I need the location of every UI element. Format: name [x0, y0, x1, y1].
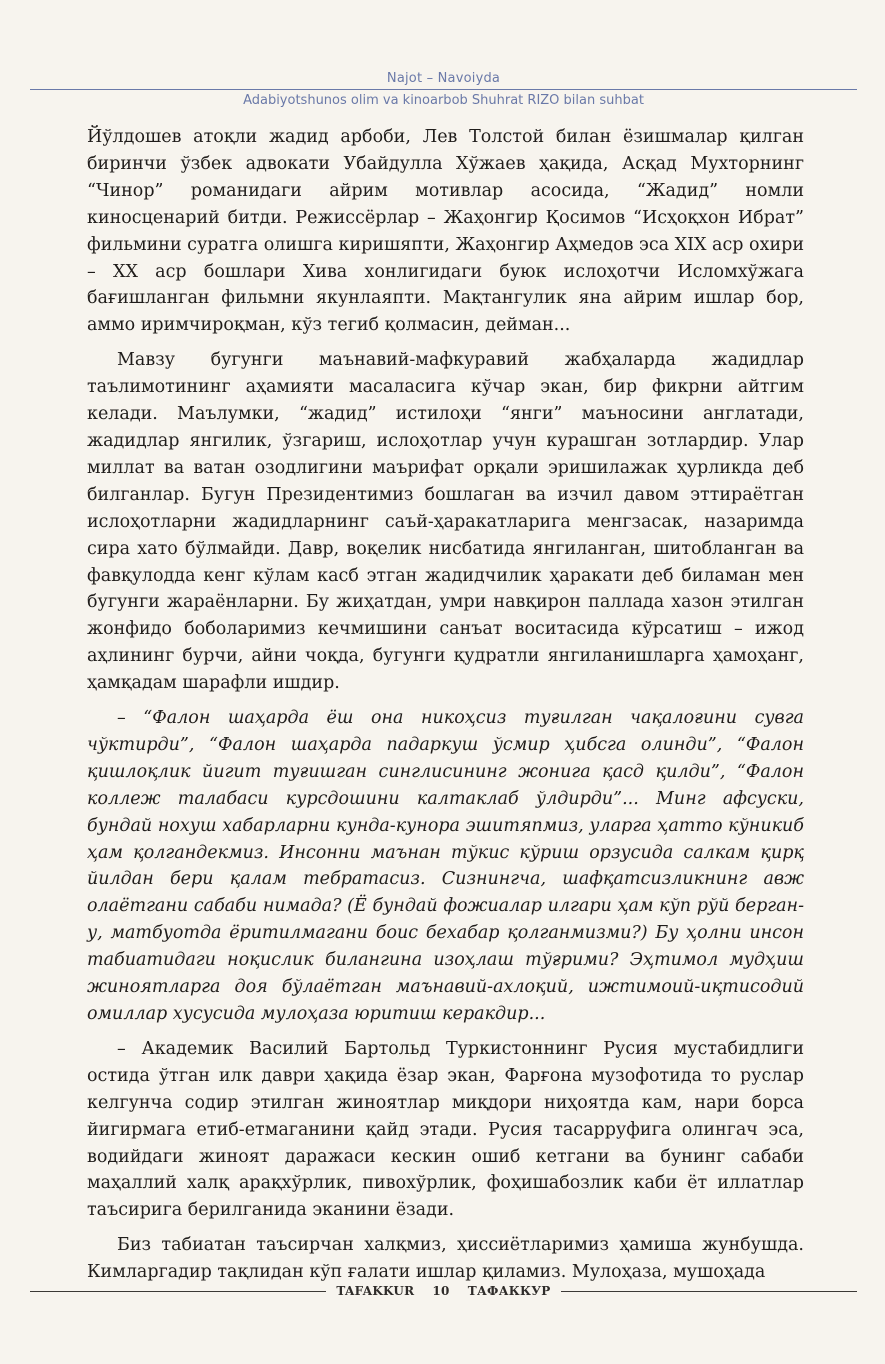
running-header — [30, 70, 857, 109]
footer-rule-right — [561, 1291, 857, 1292]
paragraph: Мавзу бугунги маънавий-мафкуравий жабҳаларда жадидлар таълимотининг аҳамияти масаласига кўчар экан, бир фикрни айтгим келади. Маълумки, “жадид” истилоҳи “янги” маъносини англатади, жадидлар янгилик, ўзгариш, ислоҳотлар учун курашган зотлардир. Улар миллат ва ватан озодлигини маърифат орқали эришилажак ҳурликда деб билганлар. Бугун Президентимиз бошлаган ва изчил давом эттираётган ислоҳотларни жадидларнинг саъй-ҳаракатларига менгзасак, назаримда сира хато бўлмайди. Давр, воқелик нисбатида янгиланган, шитобланган ва фавқулодда кенг кўлам касб этган жадидчилик ҳаракати деб биламан мен бугунги жараёнларни. Бу жиҳатдан, умри навқирон паллада хазон этилган жонфидо боболаримиз кечмишини санъат воситасида кўрсатиш – ижод аҳлининг бурчи, айни чоқда, бугунги қудратли янгиланишларга ҳамоҳанг, ҳамқадам шарафли ишдир. — [87, 350, 804, 694]
interviewee-answer: – Академик Василий Бартольд Туркистоннинг Русия мустабидлиги остида ўтган илк даври ҳақида ёзар экан, Фарғона музофотида то руслар келгунча содир этилган жиноятлар миқдори ниҳоятда кам, нари борса йигирмага етиб-етмаганини қайд этади. Русия тасарруфига олингач эса, водийдаги жиноят даражаси кескин ошиб кетгани ва бунинг сабаби маҳаллий халқ арақхўрлик, пивохўрлик, фоҳишабозлик каби ёт иллатлар таъсирига берилганида эканини ёзади. — [87, 1038, 804, 1221]
paragraph-continuation: Йўлдошев атоқли жадид арбоби, Лев Толстой билан ёзишмалар қилган биринчи ўзбек адвокати Убайдулла Хўжаев ҳақида, Асқад Мухторнинг “Чинор” романидаги айрим мотивлар асосида, “Жадид” номли киносценарий битди. Режиссёрлар – Жаҳонгир Қосимов “Исҳоқхон Ибрат” фильмини суратга олишга киришяпти, Жаҳонгир Аҳмедов эса XIX аср охири – XX аср бошлари Хива хонлигидаги буюк ислоҳотчи Исломхўжага бағишланган фильмни якунлаяпти. Мақтангулик яна айрим ишлар бор, аммо иримчироқман, кўз тегиб қолмасин, дейман... — [87, 127, 804, 336]
header-subtitle: Adabiyotshunos olim va kinoarbob Shuhrat RIZO bilan suhbat — [243, 93, 644, 108]
header-rule — [30, 89, 857, 90]
footer-rule-left — [30, 1291, 326, 1292]
article-body — [87, 124, 804, 1294]
page-number: 10 — [432, 1284, 450, 1298]
footer-journal-latin: TAFAKKUR — [336, 1284, 415, 1298]
page-footer — [30, 1284, 857, 1298]
interviewer-question: – “Фалон шаҳарда ёш она никоҳсиз туғилган чақалоғини сувга чўктирди”, “Фалон шаҳарда падаркуш ўсмир ҳибсга олинди”, “Фалон қишлоқлик йигит туғишган синглисининг жонига қасд қилди”, “Фалон коллеж талабаси курсдошини калтаклаб ўлдирди”... Минг афсуски, бундай нохуш хабарларни кунда-кунора эшитяпмиз, уларга ҳатто кўникиб ҳам қолгандекмиз. Инсонни маънан тўкис кўриш орзусида салкам қирқ йилдан бери қалам тебратасиз. Сизнингча, шафқатсизликнинг авж олаётгани сабаби нимада? (Ё бундай фожиалар илгари ҳам кўп рўй берган-у, матбуотда ёритилмагани боис бехабар қолганмизми?) Бу ҳолни инсон табиатидаги ноқислик билангина изоҳлаш тўғрими? Эҳтимол мудҳиш жиноятларга доя бўлаётган маънавий-ахлоқий, ижтимоий-иқтисодий омиллар хусусида мулоҳаза юритиш кеpакдир... — [87, 708, 804, 1024]
header-title: Najot – Navoiyda — [386, 71, 501, 86]
paragraph: Биз табиатан таъсирчан халқмиз, ҳиссиётларимиз ҳамиша жунбушда. Кимларгадир тақлидан кўп ғалати ишлар қиламиз. Мулоҳаза, мушоҳада — [87, 1235, 804, 1283]
footer-journal-cyrillic: ТАФАККУР — [467, 1284, 551, 1298]
